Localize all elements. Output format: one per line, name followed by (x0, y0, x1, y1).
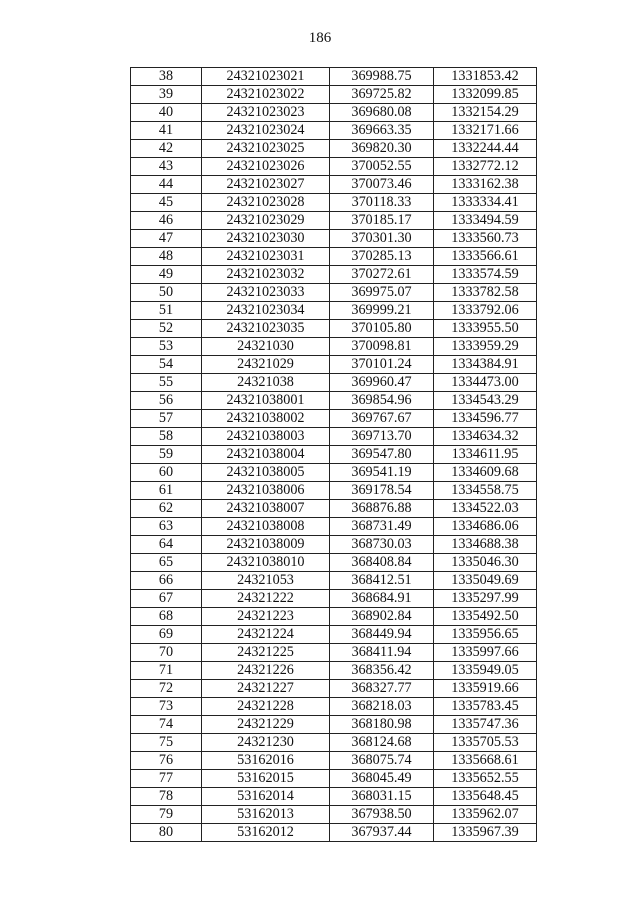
y-coordinate-cell: 1334634.32 (434, 428, 537, 446)
x-coordinate-cell: 368408.84 (330, 554, 434, 572)
x-coordinate-cell: 368356.42 (330, 662, 434, 680)
row-index-cell: 59 (131, 446, 202, 464)
table-row (131, 536, 537, 554)
y-coordinate-cell: 1334384.91 (434, 356, 537, 374)
point-id-cell: 24321023029 (202, 212, 330, 230)
point-id-cell: 24321023025 (202, 140, 330, 158)
page-number: 186 (308, 30, 332, 46)
point-id-cell: 24321023030 (202, 230, 330, 248)
x-coordinate-cell: 368327.77 (330, 680, 434, 698)
y-coordinate-cell: 1331853.42 (434, 68, 537, 86)
y-coordinate-cell: 1334473.00 (434, 374, 537, 392)
x-coordinate-cell: 369725.82 (330, 86, 434, 104)
y-coordinate-cell: 1332154.29 (434, 104, 537, 122)
y-coordinate-cell: 1335705.53 (434, 734, 537, 752)
table-row (131, 680, 537, 698)
row-index-cell: 63 (131, 518, 202, 536)
x-coordinate-cell: 368684.91 (330, 590, 434, 608)
point-id-cell: 24321038001 (202, 392, 330, 410)
y-coordinate-cell: 1333574.59 (434, 266, 537, 284)
table-row (131, 788, 537, 806)
point-id-cell: 24321230 (202, 734, 330, 752)
y-coordinate-cell: 1333494.59 (434, 212, 537, 230)
y-coordinate-cell: 1335049.69 (434, 572, 537, 590)
row-index-cell: 40 (131, 104, 202, 122)
table-row (131, 734, 537, 752)
y-coordinate-cell: 1333792.06 (434, 302, 537, 320)
point-id-cell: 24321038009 (202, 536, 330, 554)
table-row (131, 770, 537, 788)
point-id-cell: 24321023028 (202, 194, 330, 212)
row-index-cell: 53 (131, 338, 202, 356)
x-coordinate-cell: 367938.50 (330, 806, 434, 824)
y-coordinate-cell: 1335919.66 (434, 680, 537, 698)
y-coordinate-cell: 1334522.03 (434, 500, 537, 518)
y-coordinate-cell: 1332171.66 (434, 122, 537, 140)
y-coordinate-cell: 1332772.12 (434, 158, 537, 176)
y-coordinate-cell: 1333162.38 (434, 176, 537, 194)
table-row (131, 590, 537, 608)
row-index-cell: 55 (131, 374, 202, 392)
table-row (131, 68, 537, 86)
table-row (131, 212, 537, 230)
table-row (131, 806, 537, 824)
row-index-cell: 43 (131, 158, 202, 176)
point-id-cell: 24321224 (202, 626, 330, 644)
y-coordinate-cell: 1335648.45 (434, 788, 537, 806)
table-row (131, 392, 537, 410)
x-coordinate-cell: 369178.54 (330, 482, 434, 500)
x-coordinate-cell: 368730.03 (330, 536, 434, 554)
table-row (131, 158, 537, 176)
table-row (131, 518, 537, 536)
point-id-cell: 24321023032 (202, 266, 330, 284)
row-index-cell: 74 (131, 716, 202, 734)
x-coordinate-cell: 368218.03 (330, 698, 434, 716)
point-id-cell: 24321053 (202, 572, 330, 590)
row-index-cell: 68 (131, 608, 202, 626)
y-coordinate-cell: 1335297.99 (434, 590, 537, 608)
y-coordinate-cell: 1333560.73 (434, 230, 537, 248)
table-row (131, 140, 537, 158)
y-coordinate-cell: 1333334.41 (434, 194, 537, 212)
table-row (131, 662, 537, 680)
x-coordinate-cell: 368411.94 (330, 644, 434, 662)
point-id-cell: 24321038008 (202, 518, 330, 536)
y-coordinate-cell: 1333959.29 (434, 338, 537, 356)
table-row (131, 320, 537, 338)
point-id-cell: 24321226 (202, 662, 330, 680)
y-coordinate-cell: 1335967.39 (434, 824, 537, 842)
table-row (131, 122, 537, 140)
point-id-cell: 24321223 (202, 608, 330, 626)
x-coordinate-cell: 368180.98 (330, 716, 434, 734)
point-id-cell: 53162014 (202, 788, 330, 806)
y-coordinate-cell: 1334686.06 (434, 518, 537, 536)
row-index-cell: 62 (131, 500, 202, 518)
point-id-cell: 24321023031 (202, 248, 330, 266)
table-row (131, 230, 537, 248)
x-coordinate-cell: 370118.33 (330, 194, 434, 212)
table-row (131, 464, 537, 482)
y-coordinate-cell: 1333566.61 (434, 248, 537, 266)
point-id-cell: 24321038002 (202, 410, 330, 428)
row-index-cell: 45 (131, 194, 202, 212)
table-row (131, 824, 537, 842)
table-row (131, 644, 537, 662)
x-coordinate-cell: 370285.13 (330, 248, 434, 266)
y-coordinate-cell: 1335783.45 (434, 698, 537, 716)
table-row (131, 302, 537, 320)
row-index-cell: 69 (131, 626, 202, 644)
y-coordinate-cell: 1334558.75 (434, 482, 537, 500)
y-coordinate-cell: 1335492.50 (434, 608, 537, 626)
point-id-cell: 53162013 (202, 806, 330, 824)
row-index-cell: 44 (131, 176, 202, 194)
point-id-cell: 24321023021 (202, 68, 330, 86)
x-coordinate-cell: 370052.55 (330, 158, 434, 176)
table-row (131, 266, 537, 284)
row-index-cell: 56 (131, 392, 202, 410)
table-row (131, 572, 537, 590)
row-index-cell: 67 (131, 590, 202, 608)
point-id-cell: 24321023034 (202, 302, 330, 320)
point-id-cell: 24321023033 (202, 284, 330, 302)
point-id-cell: 24321023024 (202, 122, 330, 140)
point-id-cell: 24321030 (202, 338, 330, 356)
row-index-cell: 73 (131, 698, 202, 716)
x-coordinate-cell: 369541.19 (330, 464, 434, 482)
y-coordinate-cell: 1335668.61 (434, 752, 537, 770)
row-index-cell: 51 (131, 302, 202, 320)
x-coordinate-cell: 368902.84 (330, 608, 434, 626)
coordinates-table (130, 67, 537, 842)
y-coordinate-cell: 1333955.50 (434, 320, 537, 338)
table-row (131, 608, 537, 626)
row-index-cell: 71 (131, 662, 202, 680)
row-index-cell: 64 (131, 536, 202, 554)
row-index-cell: 42 (131, 140, 202, 158)
x-coordinate-cell: 369854.96 (330, 392, 434, 410)
y-coordinate-cell: 1333782.58 (434, 284, 537, 302)
x-coordinate-cell: 368876.88 (330, 500, 434, 518)
x-coordinate-cell: 368075.74 (330, 752, 434, 770)
x-coordinate-cell: 370272.61 (330, 266, 434, 284)
x-coordinate-cell: 370073.46 (330, 176, 434, 194)
y-coordinate-cell: 1334543.29 (434, 392, 537, 410)
table-row (131, 104, 537, 122)
row-index-cell: 48 (131, 248, 202, 266)
table-row (131, 482, 537, 500)
point-id-cell: 24321038004 (202, 446, 330, 464)
x-coordinate-cell: 370101.24 (330, 356, 434, 374)
x-coordinate-cell: 368045.49 (330, 770, 434, 788)
y-coordinate-cell: 1335962.07 (434, 806, 537, 824)
row-index-cell: 57 (131, 410, 202, 428)
row-index-cell: 65 (131, 554, 202, 572)
row-index-cell: 60 (131, 464, 202, 482)
point-id-cell: 24321038010 (202, 554, 330, 572)
row-index-cell: 58 (131, 428, 202, 446)
point-id-cell: 24321222 (202, 590, 330, 608)
table-row (131, 626, 537, 644)
x-coordinate-cell: 370105.80 (330, 320, 434, 338)
row-index-cell: 49 (131, 266, 202, 284)
x-coordinate-cell: 369663.35 (330, 122, 434, 140)
x-coordinate-cell: 368731.49 (330, 518, 434, 536)
x-coordinate-cell: 369999.21 (330, 302, 434, 320)
y-coordinate-cell: 1335046.30 (434, 554, 537, 572)
point-id-cell: 24321038003 (202, 428, 330, 446)
x-coordinate-cell: 370098.81 (330, 338, 434, 356)
x-coordinate-cell: 369680.08 (330, 104, 434, 122)
row-index-cell: 39 (131, 86, 202, 104)
y-coordinate-cell: 1334596.77 (434, 410, 537, 428)
point-id-cell: 24321225 (202, 644, 330, 662)
point-id-cell: 24321029 (202, 356, 330, 374)
point-id-cell: 24321038007 (202, 500, 330, 518)
point-id-cell: 24321038 (202, 374, 330, 392)
point-id-cell: 24321023035 (202, 320, 330, 338)
coordinates-table-body (131, 68, 537, 842)
x-coordinate-cell: 368449.94 (330, 626, 434, 644)
point-id-cell: 24321038006 (202, 482, 330, 500)
x-coordinate-cell: 369820.30 (330, 140, 434, 158)
table-row (131, 86, 537, 104)
table-row (131, 356, 537, 374)
y-coordinate-cell: 1335949.05 (434, 662, 537, 680)
table-row (131, 698, 537, 716)
x-coordinate-cell: 369767.67 (330, 410, 434, 428)
x-coordinate-cell: 369988.75 (330, 68, 434, 86)
row-index-cell: 38 (131, 68, 202, 86)
point-id-cell: 24321023026 (202, 158, 330, 176)
table-row (131, 248, 537, 266)
y-coordinate-cell: 1335997.66 (434, 644, 537, 662)
y-coordinate-cell: 1334688.38 (434, 536, 537, 554)
point-id-cell: 53162015 (202, 770, 330, 788)
x-coordinate-cell: 368412.51 (330, 572, 434, 590)
row-index-cell: 77 (131, 770, 202, 788)
row-index-cell: 47 (131, 230, 202, 248)
row-index-cell: 50 (131, 284, 202, 302)
y-coordinate-cell: 1335747.36 (434, 716, 537, 734)
table-row (131, 446, 537, 464)
y-coordinate-cell: 1332244.44 (434, 140, 537, 158)
row-index-cell: 75 (131, 734, 202, 752)
y-coordinate-cell: 1332099.85 (434, 86, 537, 104)
x-coordinate-cell: 370185.17 (330, 212, 434, 230)
point-id-cell: 53162012 (202, 824, 330, 842)
x-coordinate-cell: 370301.30 (330, 230, 434, 248)
table-row (131, 410, 537, 428)
x-coordinate-cell: 369713.70 (330, 428, 434, 446)
point-id-cell: 24321227 (202, 680, 330, 698)
y-coordinate-cell: 1335956.65 (434, 626, 537, 644)
x-coordinate-cell: 369547.80 (330, 446, 434, 464)
row-index-cell: 72 (131, 680, 202, 698)
row-index-cell: 80 (131, 824, 202, 842)
x-coordinate-cell: 367937.44 (330, 824, 434, 842)
y-coordinate-cell: 1334611.95 (434, 446, 537, 464)
table-row (131, 284, 537, 302)
row-index-cell: 52 (131, 320, 202, 338)
row-index-cell: 61 (131, 482, 202, 500)
x-coordinate-cell: 368124.68 (330, 734, 434, 752)
row-index-cell: 54 (131, 356, 202, 374)
table-row (131, 176, 537, 194)
table-row (131, 554, 537, 572)
table-row (131, 374, 537, 392)
point-id-cell: 24321229 (202, 716, 330, 734)
table-row (131, 428, 537, 446)
point-id-cell: 24321023022 (202, 86, 330, 104)
row-index-cell: 76 (131, 752, 202, 770)
table-row (131, 194, 537, 212)
row-index-cell: 66 (131, 572, 202, 590)
x-coordinate-cell: 369975.07 (330, 284, 434, 302)
x-coordinate-cell: 369960.47 (330, 374, 434, 392)
point-id-cell: 24321023027 (202, 176, 330, 194)
table-row (131, 752, 537, 770)
row-index-cell: 41 (131, 122, 202, 140)
x-coordinate-cell: 368031.15 (330, 788, 434, 806)
table-row (131, 500, 537, 518)
point-id-cell: 24321228 (202, 698, 330, 716)
row-index-cell: 70 (131, 644, 202, 662)
y-coordinate-cell: 1334609.68 (434, 464, 537, 482)
table-row (131, 338, 537, 356)
row-index-cell: 46 (131, 212, 202, 230)
table-row (131, 716, 537, 734)
point-id-cell: 24321038005 (202, 464, 330, 482)
point-id-cell: 53162016 (202, 752, 330, 770)
row-index-cell: 79 (131, 806, 202, 824)
y-coordinate-cell: 1335652.55 (434, 770, 537, 788)
point-id-cell: 24321023023 (202, 104, 330, 122)
row-index-cell: 78 (131, 788, 202, 806)
